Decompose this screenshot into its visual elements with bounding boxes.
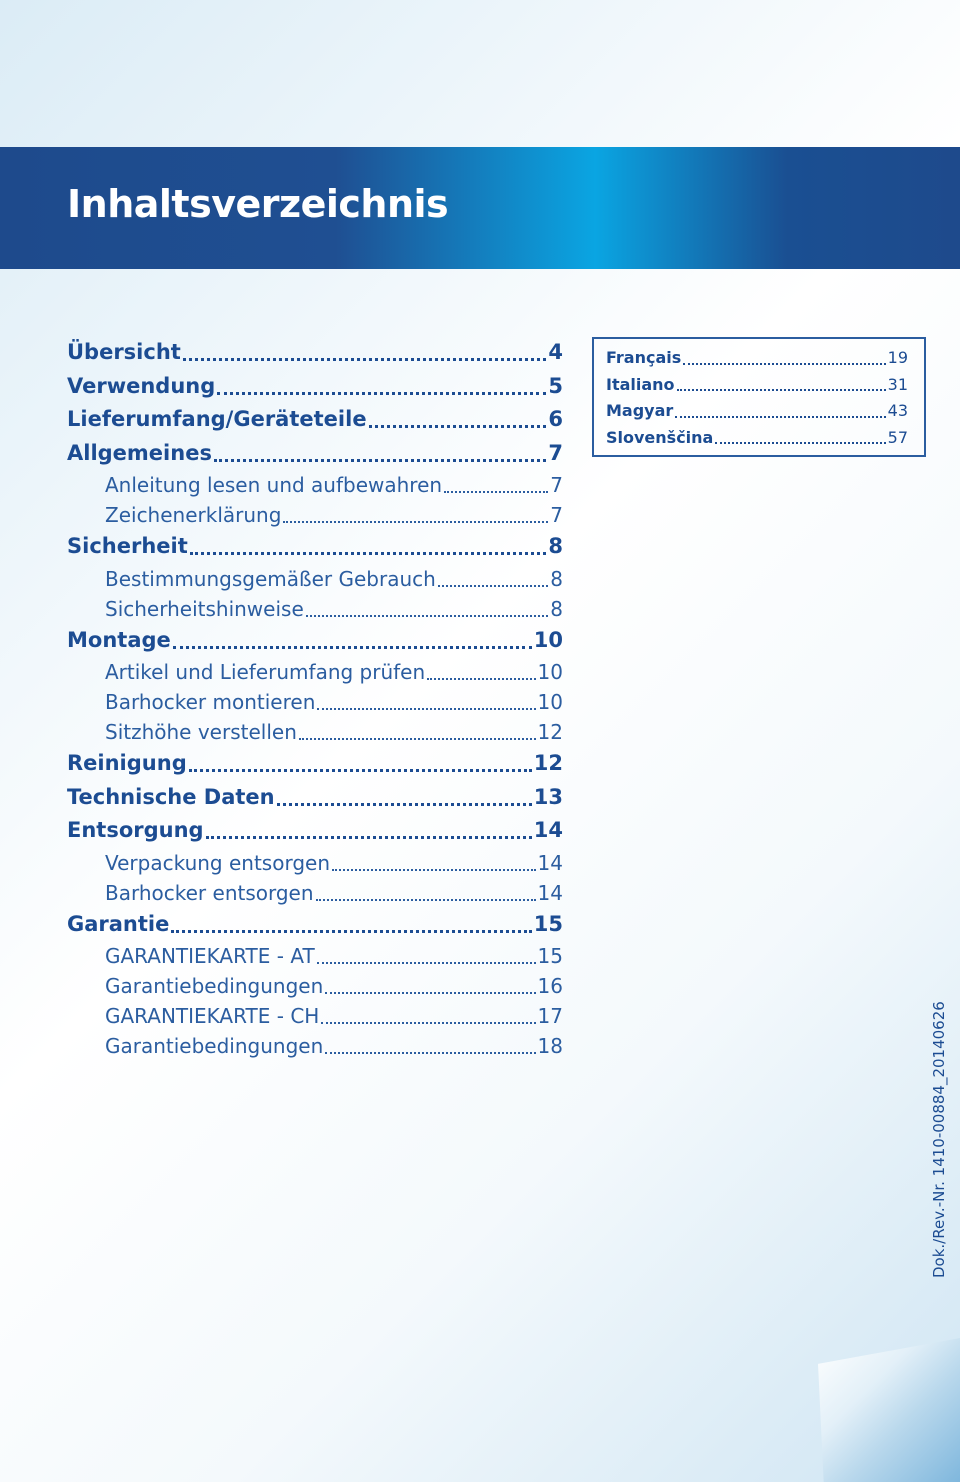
toc-section-entry[interactable] bbox=[67, 370, 563, 404]
toc-leader-dots bbox=[206, 836, 532, 839]
toc-entry-label: Lieferumfang/Geräteteile bbox=[67, 407, 367, 431]
language-leader-dots bbox=[675, 416, 885, 418]
toc-section-entry[interactable] bbox=[67, 814, 563, 848]
toc-entry-label: Sicherheitshinweise bbox=[105, 596, 304, 621]
toc-leader-dots bbox=[369, 425, 547, 428]
toc-leader-dots bbox=[444, 491, 548, 493]
toc-subsection-entry[interactable] bbox=[67, 941, 563, 971]
toc-entry-page-number: 7 bbox=[550, 473, 563, 497]
toc-leader-dots bbox=[283, 521, 548, 523]
toc-leader-dots bbox=[325, 992, 535, 994]
toc-entry-label: Garantiebedingungen bbox=[105, 1034, 324, 1058]
toc-leader-dots bbox=[316, 899, 536, 901]
toc-entry-label: Technische Daten bbox=[67, 784, 275, 809]
language-leader-dots bbox=[715, 442, 885, 444]
language-label: Français bbox=[606, 348, 682, 367]
toc-entry-page-number: 4 bbox=[548, 340, 563, 364]
toc-section-entry[interactable] bbox=[67, 781, 563, 815]
toc-leader-dots bbox=[325, 1052, 535, 1054]
toc-entry-page-number: 10 bbox=[533, 627, 563, 652]
toc-entry-page-number: 10 bbox=[537, 690, 563, 714]
toc-entry-page-number: 14 bbox=[537, 850, 563, 875]
toc-entry-label: Allgemeines bbox=[67, 440, 212, 465]
toc-entry-page-number: 14 bbox=[533, 818, 563, 842]
toc-leader-dots bbox=[306, 615, 549, 617]
toc-entry-label: Barhocker entsorgen bbox=[105, 880, 314, 905]
language-page-number: 31 bbox=[887, 374, 908, 394]
toc-entry-label: Verwendung bbox=[67, 373, 216, 398]
toc-section-entry[interactable] bbox=[67, 908, 563, 942]
toc-entry-label: Artikel und Lieferumfang prüfen bbox=[105, 660, 426, 684]
toc-leader-dots bbox=[214, 459, 546, 462]
toc-leader-dots bbox=[183, 358, 547, 361]
toc-entry-page-number: 8 bbox=[548, 534, 563, 558]
toc-entry-page-number: 12 bbox=[533, 751, 563, 775]
toc-entry-page-number: 7 bbox=[550, 503, 563, 527]
toc-entry-label: GARANTIEKARTE - AT bbox=[105, 944, 315, 968]
toc-entry-label: Übersicht bbox=[67, 340, 181, 364]
toc-entry-page-number: 15 bbox=[533, 911, 563, 936]
toc-subsection-entry[interactable] bbox=[67, 717, 563, 747]
language-leader-dots bbox=[683, 363, 885, 365]
toc-entry-label: Sitzhöhe verstellen bbox=[105, 720, 297, 744]
toc-section-entry[interactable] bbox=[67, 437, 563, 471]
toc-entry-label: Barhocker montieren bbox=[105, 690, 316, 714]
toc-subsection-entry[interactable] bbox=[67, 1001, 563, 1031]
language-index-box bbox=[592, 337, 926, 457]
toc-leader-dots bbox=[189, 769, 532, 772]
language-entry[interactable] bbox=[606, 372, 908, 399]
toc-subsection-entry[interactable] bbox=[67, 971, 563, 1001]
toc-subsection-entry[interactable] bbox=[67, 1031, 563, 1061]
language-leader-dots bbox=[677, 389, 886, 391]
language-label: Italiano bbox=[606, 374, 675, 394]
toc-entry-label: Garantiebedingungen bbox=[105, 974, 324, 998]
toc-section-entry[interactable] bbox=[67, 336, 563, 370]
language-page-number: 19 bbox=[887, 348, 908, 367]
toc-subsection-entry[interactable] bbox=[67, 500, 563, 530]
language-entry[interactable] bbox=[606, 345, 908, 372]
toc-leader-dots bbox=[173, 646, 532, 649]
toc-leader-dots bbox=[332, 869, 536, 871]
toc-entry-page-number: 8 bbox=[550, 596, 563, 621]
toc-entry-page-number: 13 bbox=[533, 784, 563, 809]
toc-entry-label: Montage bbox=[67, 627, 171, 652]
toc-entry-label: Verpackung entsorgen bbox=[105, 850, 330, 875]
toc-entry-page-number: 16 bbox=[537, 974, 563, 998]
toc-leader-dots bbox=[438, 585, 548, 587]
toc-entry-page-number: 6 bbox=[548, 407, 563, 431]
toc-subsection-entry[interactable] bbox=[67, 564, 563, 594]
toc-leader-dots bbox=[299, 738, 536, 740]
language-entry[interactable] bbox=[606, 398, 908, 425]
language-page-number: 43 bbox=[887, 401, 908, 420]
page-title: Inhaltsverzeichnis bbox=[67, 182, 449, 226]
page-curl-decoration bbox=[818, 1338, 960, 1482]
toc-section-entry[interactable] bbox=[67, 747, 563, 781]
toc-leader-dots bbox=[277, 803, 532, 806]
toc-section-entry[interactable] bbox=[67, 624, 563, 658]
toc-leader-dots bbox=[317, 962, 536, 964]
toc-subsection-entry[interactable] bbox=[67, 687, 563, 717]
toc-section-entry[interactable] bbox=[67, 530, 563, 564]
toc-entry-page-number: 7 bbox=[548, 440, 563, 465]
toc-section-entry[interactable] bbox=[67, 403, 563, 437]
toc-entry-page-number: 12 bbox=[537, 720, 563, 744]
toc-entry-label: Zeichenerklärung bbox=[105, 503, 282, 527]
language-page-number: 57 bbox=[887, 427, 908, 447]
toc-leader-dots bbox=[321, 1022, 535, 1024]
toc-entry-page-number: 18 bbox=[537, 1034, 563, 1058]
toc-entry-label: Sicherheit bbox=[67, 534, 188, 558]
toc-entry-page-number: 10 bbox=[537, 660, 563, 684]
toc-leader-dots bbox=[427, 678, 535, 680]
language-label: Slovenščina bbox=[606, 427, 714, 447]
toc-entry-label: Garantie bbox=[67, 911, 170, 936]
toc-entry-page-number: 15 bbox=[537, 944, 563, 968]
toc-entry-label: Entsorgung bbox=[67, 818, 204, 842]
toc-entry-page-number: 8 bbox=[550, 566, 563, 591]
document-number: Dok./Rev.-Nr. 1410-00884_20140626 bbox=[930, 1001, 948, 1278]
language-label: Magyar bbox=[606, 401, 674, 420]
toc-leader-dots bbox=[190, 552, 547, 555]
toc-leader-dots bbox=[171, 930, 531, 933]
toc-subsection-entry[interactable] bbox=[67, 878, 563, 908]
language-entry[interactable] bbox=[606, 425, 908, 452]
toc-subsection-entry[interactable] bbox=[67, 594, 563, 624]
toc-subsection-entry[interactable] bbox=[67, 470, 563, 500]
toc-subsection-entry[interactable] bbox=[67, 848, 563, 878]
toc-subsection-entry[interactable] bbox=[67, 657, 563, 687]
toc-entry-label: GARANTIEKARTE - CH bbox=[105, 1004, 320, 1028]
toc-entry-page-number: 14 bbox=[537, 880, 563, 905]
toc-leader-dots bbox=[217, 392, 546, 395]
toc-entry-label: Reinigung bbox=[67, 751, 187, 775]
toc-entry-label: Bestimmungsgemäßer Gebrauch bbox=[105, 566, 436, 591]
toc-entry-page-number: 17 bbox=[537, 1004, 563, 1028]
toc-entry-label: Anleitung lesen und aufbewahren bbox=[105, 473, 443, 497]
toc-leader-dots bbox=[317, 708, 535, 710]
table-of-contents bbox=[67, 336, 563, 1061]
toc-entry-page-number: 5 bbox=[548, 373, 563, 398]
